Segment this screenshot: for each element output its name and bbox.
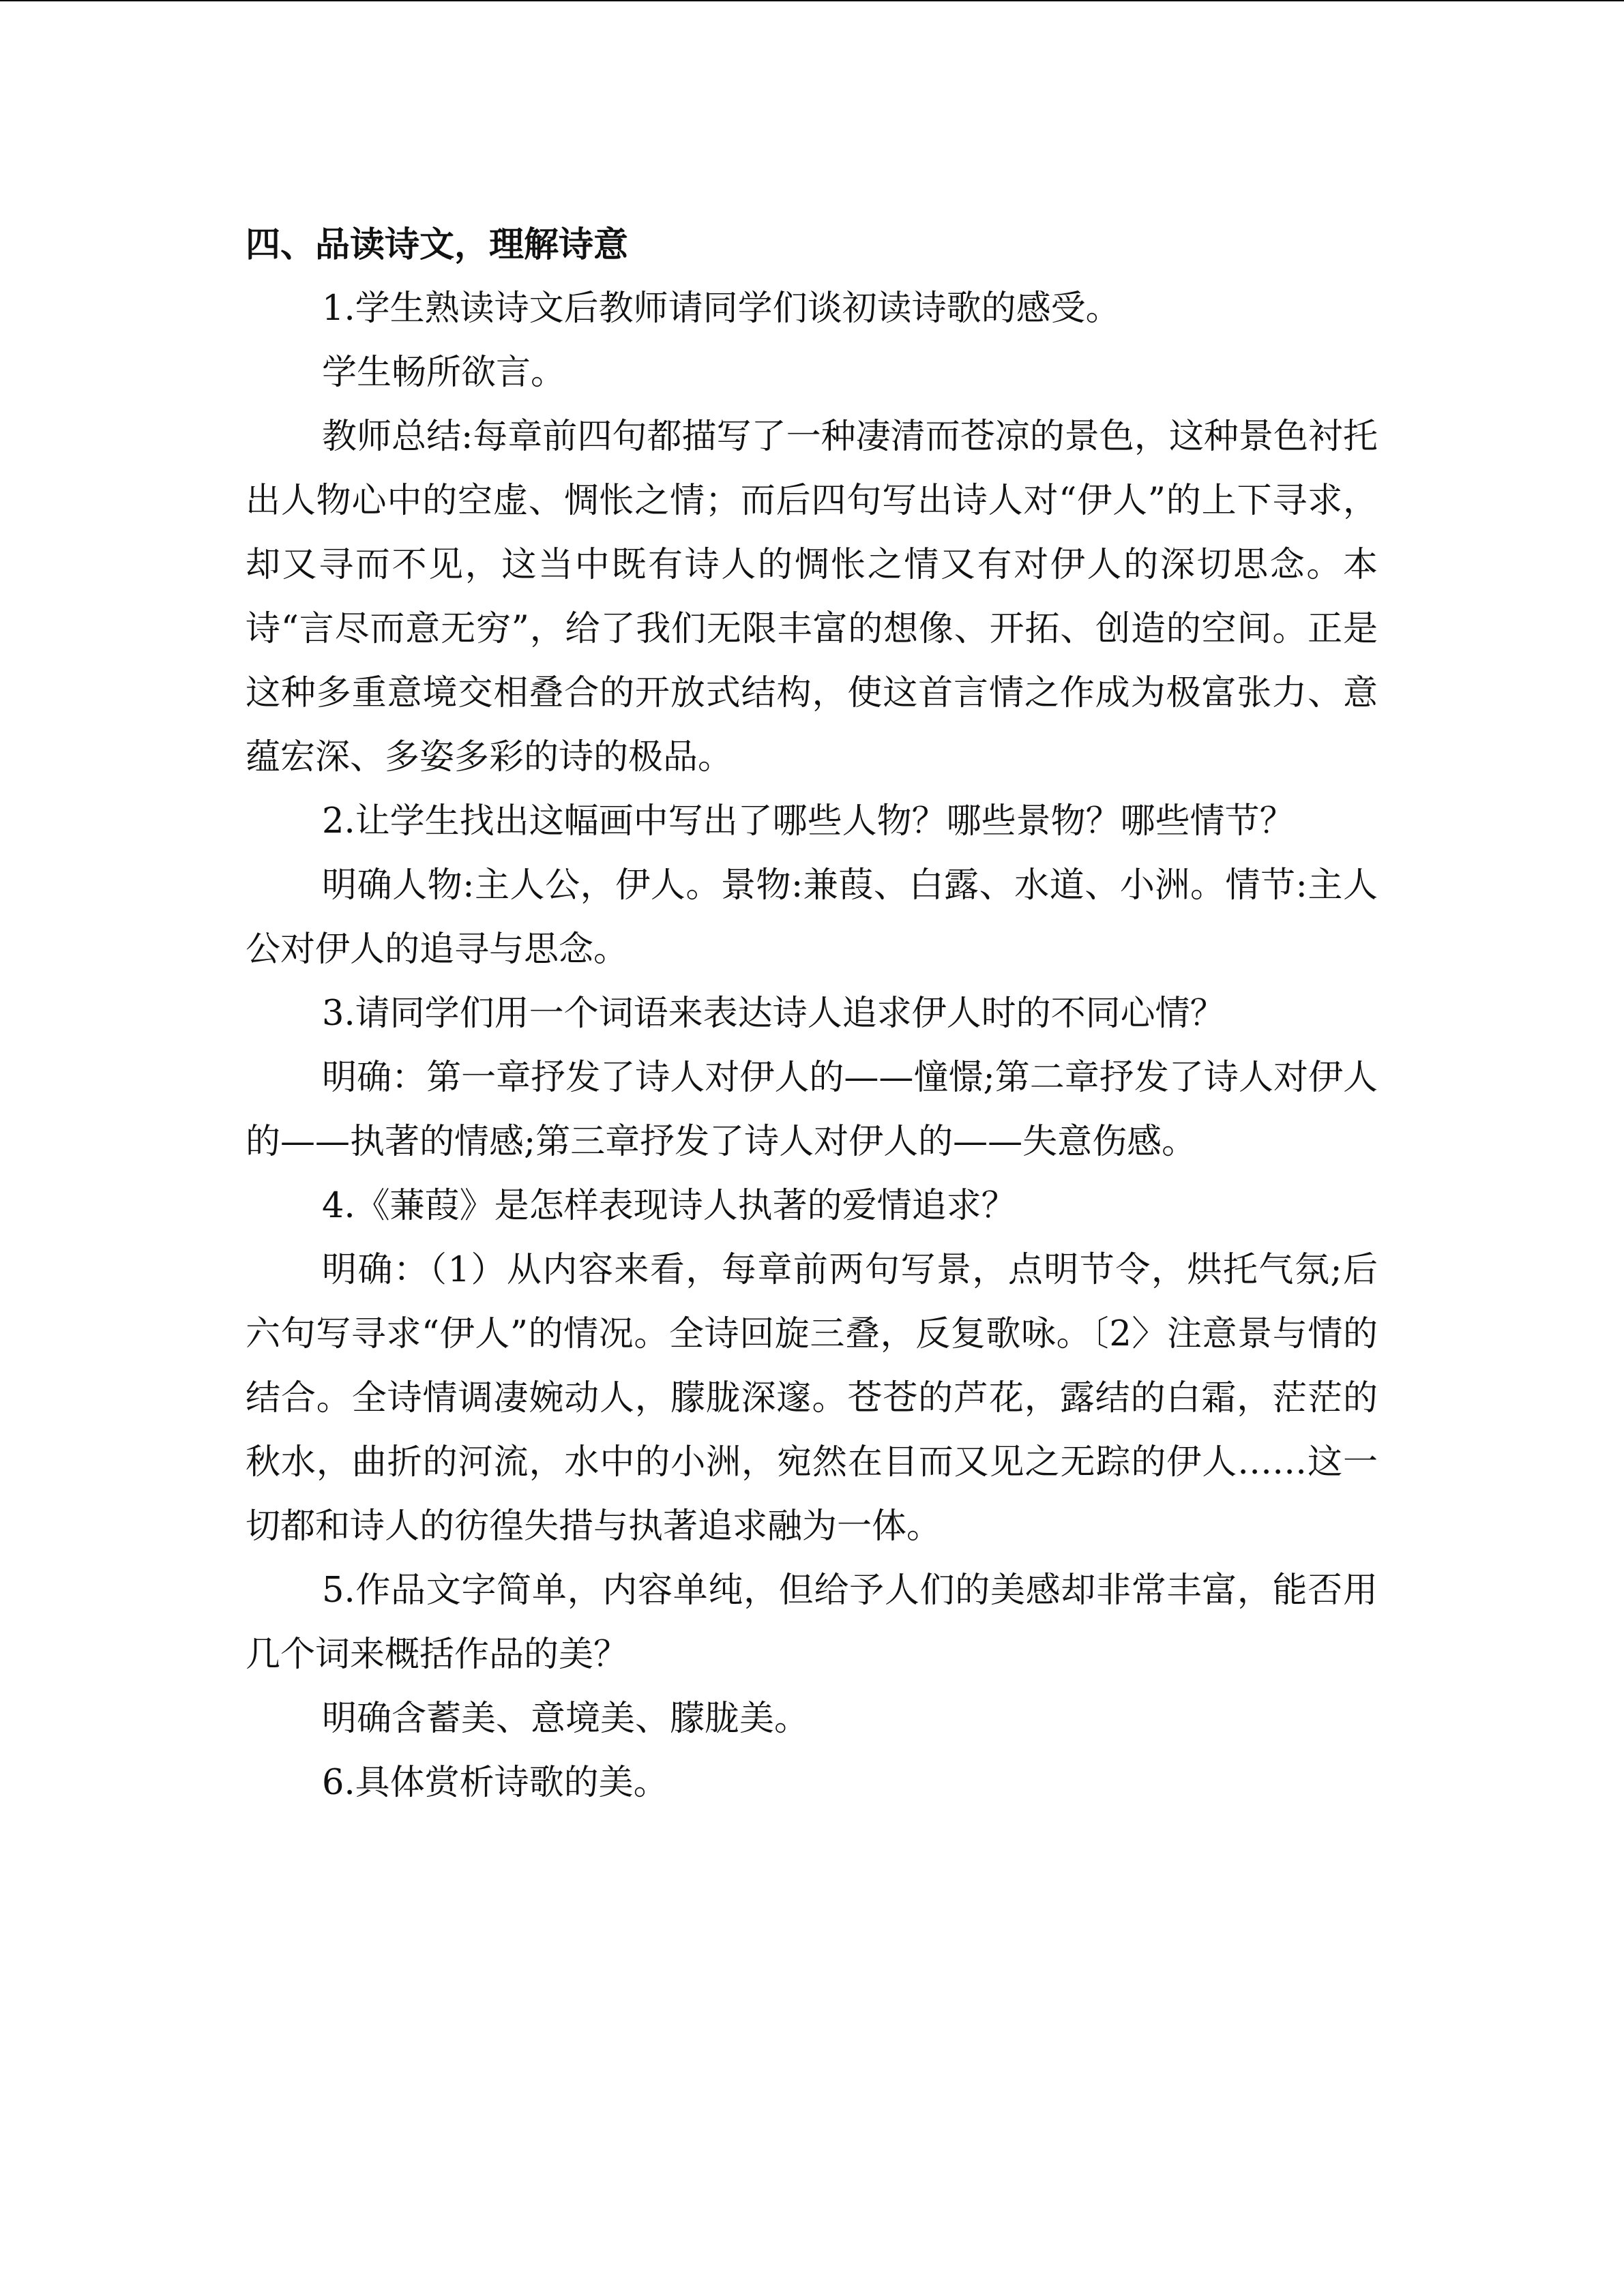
- paragraph-5: 明确人物:主人公，伊人。景物:兼葭、白露、水道、小洲。情节:主人公对伊人的追寻与思念。: [246, 865, 1378, 970]
- paragraph-1: 1.学生熟读诗文后教师请同学们谈初读诗歌的感受。: [322, 288, 1121, 329]
- paragraph-7: 明确：第一章抒发了诗人对伊人的——憧憬;第二章抒发了诗人对伊人的——执著的情感;第三章抒发了诗人对伊人的——失意伤感。: [246, 1058, 1378, 1162]
- document-body: [246, 213, 1378, 1815]
- paragraph-8: 4.《蒹葭》是怎样表现诗人执著的爱情追求？: [322, 1186, 1016, 1226]
- paragraph-11: 明确含蓄美、意境美、朦胧美。: [322, 1699, 810, 1739]
- paragraph-2: 学生畅所欲言。: [322, 353, 566, 393]
- paragraph-12: 6.具体赏析诗歌的美。: [322, 1763, 668, 1803]
- section-heading: 四、品读诗文，理解诗意: [246, 224, 629, 265]
- paragraph-10: 5.作品文字简单，内容单纯，但给予人们的美感却非常丰富，能否用几个词来概括作品的美？: [246, 1570, 1378, 1675]
- paragraph-4: 2.让学生找出这幅画中写出了哪些人物？哪些景物？哪些情节？: [322, 801, 1295, 841]
- paragraph-3: 教师总结:每章前四句都描写了一种凄清而苍凉的景色，这种景色衬托出人物心中的空虚、惆怅之情；而后四句写出诗人对“伊人”的上下寻求，却又寻而不见，这当中既有诗人的惆怅之情又有对伊人的深切思念。本诗“言尽而意无穷”，给了我们无限丰富的想像、开拓、创造的空间。正是这种多重意境交相叠合的开放式结构，使这首言情之作成为极富张力、意蕴宏深、多姿多彩的诗的极品。: [246, 417, 1378, 777]
- paragraph-6: 3.请同学们用一个词语来表达诗人追求伊人时的不同心情？: [322, 994, 1225, 1034]
- paragraph-9: 明确：（1）从内容来看，每章前两句写景，点明节令，烘托气氛;后六句写寻求“伊人”的情况。全诗回旋三叠，反复歌咏。〔2〉注意景与情的结合。全诗情调凄婉动人，朦胧深邃。苍苍的芦花，露结的白霜，茫茫的秋水，曲折的河流，水中的小洲，宛然在目而又见之无踪的伊人……这一切都和诗人的彷徨失措与执著追求融为一体。: [246, 1250, 1378, 1547]
